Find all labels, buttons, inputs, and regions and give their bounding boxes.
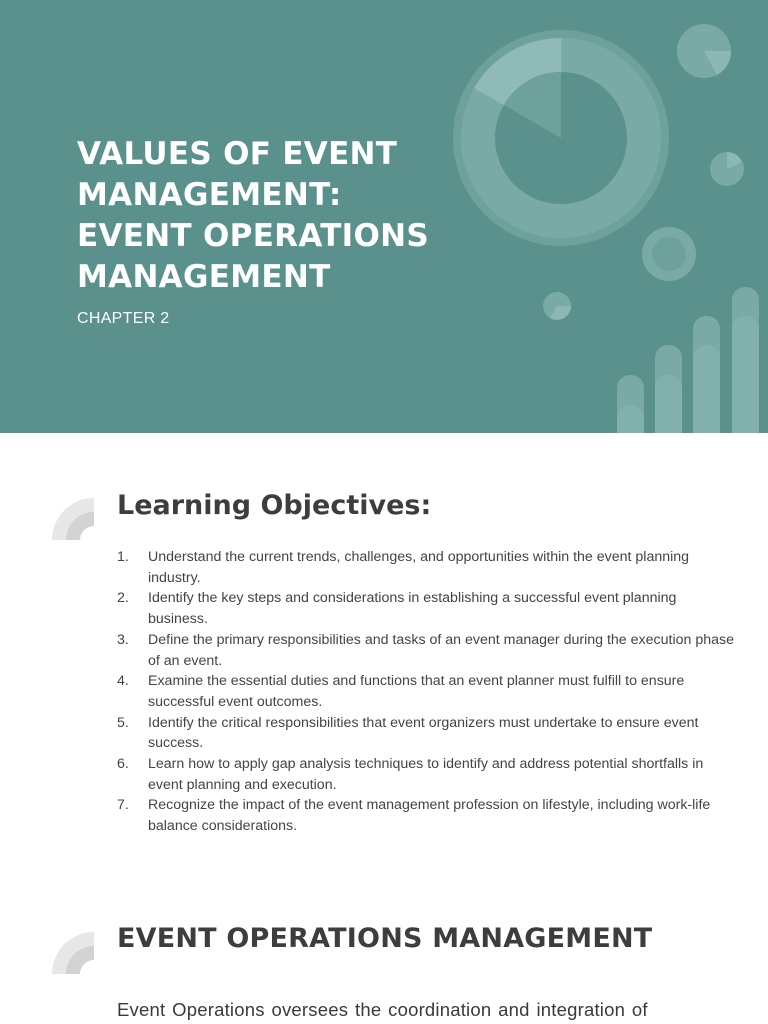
item-number: 4. — [117, 673, 129, 690]
list-item — [117, 630, 737, 671]
list-item — [117, 754, 737, 795]
objectives-list — [117, 547, 737, 837]
list-item — [117, 588, 737, 629]
learning-objectives-heading: Learning Objectives: — [117, 490, 432, 521]
item-text: Identify the critical responsibilities that event organizers must undertake to ensure event success. — [148, 714, 699, 752]
quarter-circle-icon — [52, 498, 96, 542]
quarter-circle-icon — [52, 932, 96, 976]
list-item — [117, 547, 737, 588]
item-number: 5. — [117, 714, 129, 731]
document-title — [77, 134, 497, 298]
title-line-4: MANAGEMENT — [77, 259, 331, 295]
list-item — [117, 713, 737, 754]
item-text: Define the primary responsibilities and tasks of an event manager during the execution phase of an event. — [148, 631, 734, 669]
item-number: 6. — [117, 756, 129, 773]
item-text: Identify the key steps and considerations in establishing a successful event planning business. — [148, 590, 677, 628]
title-line-1: VALUES OF EVENT — [77, 136, 398, 172]
cover-banner — [0, 0, 768, 433]
item-number: 3. — [117, 631, 129, 648]
item-number: 2. — [117, 590, 129, 607]
title-line-3: EVENT OPERATIONS — [77, 218, 430, 254]
item-text: Understand the current trends, challenges, and opportunities within the event planning industry. — [148, 549, 690, 586]
list-item — [117, 671, 737, 712]
item-number: 1. — [117, 549, 129, 565]
body-paragraph: Event Operations oversees the coordination and integration of — [117, 999, 648, 1020]
item-text: Learn how to apply gap analysis techniques to identify and address potential shortfalls in event planning and execution. — [148, 756, 704, 793]
item-number: 7. — [117, 797, 129, 814]
list-item — [117, 795, 737, 836]
item-text: Recognize the impact of the event management profession on lifestyle, including work-life balance considerations. — [148, 797, 711, 835]
section-heading: EVENT OPERATIONS MANAGEMENT — [117, 923, 653, 954]
chapter-label: CHAPTER 2 — [77, 310, 170, 327]
title-line-2: MANAGEMENT: — [77, 177, 342, 213]
item-text: Examine the essential duties and functions that an event planner must fulfill to ensure successful event outcomes. — [148, 673, 685, 710]
